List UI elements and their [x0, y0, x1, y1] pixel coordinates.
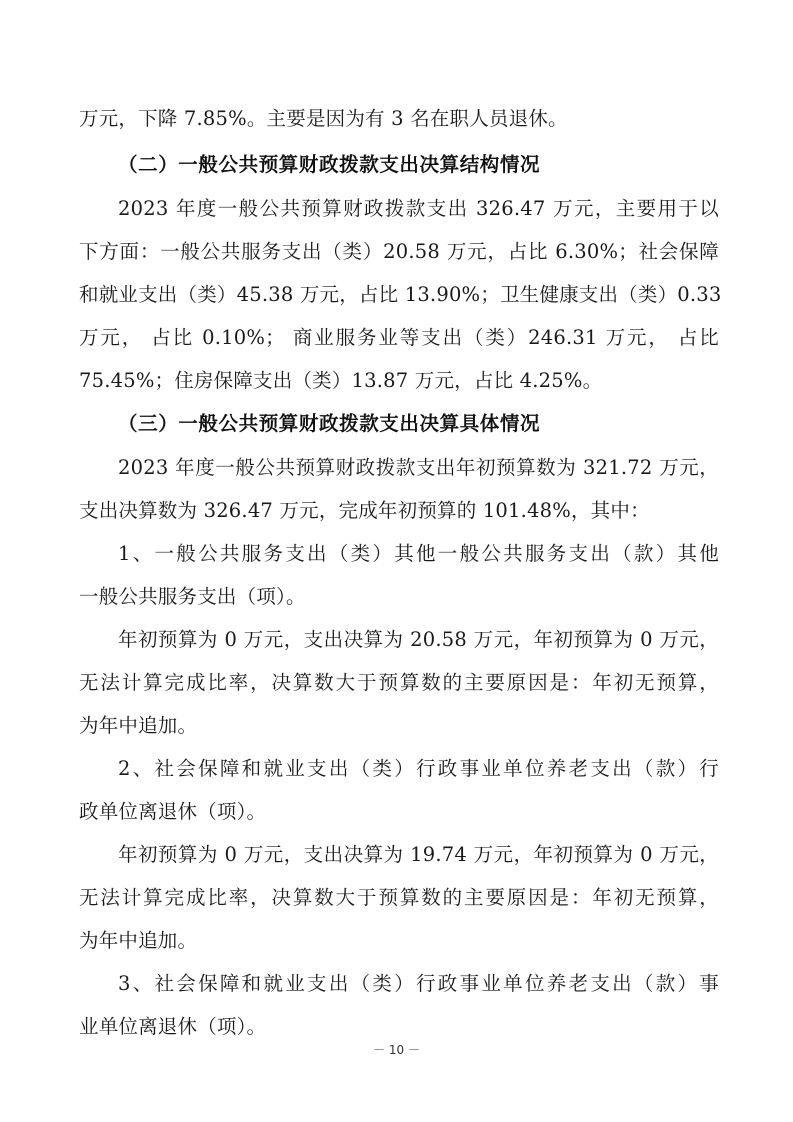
page-number: － 10 －	[373, 1043, 420, 1057]
paragraph-line: 75.45%；住房保障支出（类）13.87 万元，占比 4.25%。	[79, 369, 603, 392]
paragraph-line: 2、社会保障和就业支出（类）行政事业单位养老支出（款）行	[118, 757, 719, 780]
paragraph-line: 一般公共服务支出（项）。	[79, 585, 306, 608]
paragraph-line: 为年中追加。	[79, 714, 198, 737]
paragraph-line: 无法计算完成比率，决算数大于预算数的主要原因是：年初无预算，	[79, 671, 719, 694]
paragraph-line: 政单位离退休（项）。	[79, 800, 267, 823]
paragraph-line: 年初预算为 0 万元，支出决算为 19.74 万元，年初预算为 0 万元，	[118, 843, 719, 866]
paragraph-line: 1、一般公共服务支出（类）其他一般公共服务支出（款）其他	[118, 542, 719, 565]
text-line: 万元，下降 7.85%。主要是因为有 3 名在职人员退休。	[79, 107, 568, 130]
paragraph-line: 为年中追加。	[79, 929, 198, 952]
paragraph-line: 下方面：一般公共服务支出（类）20.58 万元，占比 6.30%；社会保障	[79, 240, 719, 263]
paragraph-line: 2023 年度一般公共预算财政拨款支出年初预算数为 321.72 万元，	[118, 456, 719, 479]
paragraph-line: 万元， 占比 0.10%； 商业服务业等支出（类）246.31 万元， 占比	[79, 326, 719, 349]
paragraph-line: 和就业支出（类）45.38 万元，占比 13.90%；卫生健康支出（类）0.33	[79, 283, 722, 306]
paragraph-line: 3、社会保障和就业支出（类）行政事业单位养老支出（款）事	[118, 972, 719, 995]
paragraph-line: 支出决算数为 326.47 万元，完成年初预算的 101.48%，其中：	[79, 499, 650, 522]
paragraph-line: 无法计算完成比率，决算数大于预算数的主要原因是：年初无预算，	[79, 886, 719, 909]
paragraph-line: 业单位离退休（项）。	[79, 1015, 267, 1038]
paragraph-line: 2023 年度一般公共预算财政拨款支出 326.47 万元，主要用于以	[118, 197, 719, 220]
section-heading: （二）一般公共预算财政拨款支出决算结构情况	[118, 153, 541, 176]
section-heading: （三）一般公共预算财政拨款支出决算具体情况	[118, 412, 541, 435]
paragraph-line: 年初预算为 0 万元，支出决算为 20.58 万元，年初预算为 0 万元，	[118, 628, 719, 651]
